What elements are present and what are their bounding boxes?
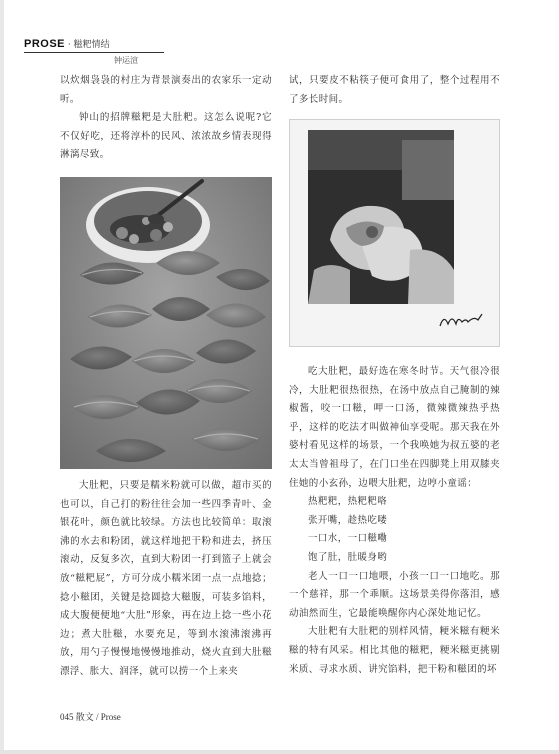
paragraph: 老人一口一口地喂，小孩一口一口地吃。那一个慈祥，那一个乖顺。这场景美得你落泪，感动油然而生，它最能唤醒你内心深处地记忆。 <box>289 570 500 619</box>
left-column-top <box>60 72 272 165</box>
brand-name: PROSE <box>24 38 66 50</box>
author-name: 钟运渲 <box>114 56 138 65</box>
verse-line: 饱了肚，肚暖身哟 <box>308 551 388 563</box>
hands-illustration <box>290 120 499 346</box>
hands-photo <box>289 119 500 347</box>
header-title-line <box>24 38 204 51</box>
page-bottom-edge <box>0 750 559 754</box>
verse-line: 张开嘴，趁热吃喽 <box>308 514 388 526</box>
right-column-top <box>289 72 500 109</box>
paragraph: 钟山的招牌糍粑是大肚粑。这怎么说呢?它不仅好吃，还将淳朴的民风、浓浓故乡情表现得淋漓尽致。 <box>60 112 272 161</box>
verse-line: 一口水，一口糍嘞 <box>308 533 388 545</box>
paragraph: 大肚粑有大肚粑的别样风情，粳米糍有粳米糍的特有风采。相比其他的糍粑，粳米糍更挑剔米质、寻求水质、讲究馅料，把干粉和糍团的坏 <box>289 626 500 675</box>
paragraph: 试，只要皮不粘筷子便可食用了，整个过程用不了多长时间。 <box>289 75 500 105</box>
page-binding-edge <box>0 0 4 754</box>
verse-line: 热粑粑，热粑粑咯 <box>308 496 388 508</box>
page-footer: 045 散文 / Prose <box>60 712 121 722</box>
dumplings-photo <box>60 177 272 469</box>
column-title: · 糍粑情结 <box>65 40 110 50</box>
page-header <box>24 38 204 66</box>
paragraph: 吃大肚粑，最好选在寒冬时节。天气很冷很冷，大肚粑很热很热，在汤中放点自己腌制的辣椒酱，咬一口糍，呷一口汤，微辣微辣热乎热乎，这样的吃法才叫做神仙享受呢。那天我在外婆村看见这样的场景，一个我唤她为叔五婆的老太太当曾祖母了，在门口坐在四脚凳上用双膝夹住她的小玄孙，边喂大肚粑，边哼小童谣： <box>289 366 500 489</box>
right-column-bottom <box>289 363 500 679</box>
header-rule <box>24 52 164 53</box>
paragraph: 大肚粑，只要是糯米粉就可以做，超市买的也可以，自己打的粉往往会加一些四季青叶、金银花叶，颜色就比较绿。方法也比较简单：取滚沸的水去和粉团，就这样地把干粉和进去，挤压滚动，反复多次，直到大粉团一打到篮子上就会放“糍粑屁”，方可分成小糯米团一点一点地捻；捻小糍团，关键是捻圆捻大糍腹，可装多馅料，成大腹便便地“大肚”形象，再在边上捻一些小花边；煮大肚糍，水要充足，等到水滚沸滚沸再放，用勺子慢慢地慢慢地推动，烧火直到大肚糍漂浮、胀大、润泽，就可以捞一个上来夹 <box>60 480 272 677</box>
left-column-bottom <box>60 477 272 682</box>
dumplings-illustration <box>60 177 272 469</box>
paragraph: 以炊烟袅袅的村庄为背景演奏出的农家乐一定动听。 <box>60 75 272 105</box>
